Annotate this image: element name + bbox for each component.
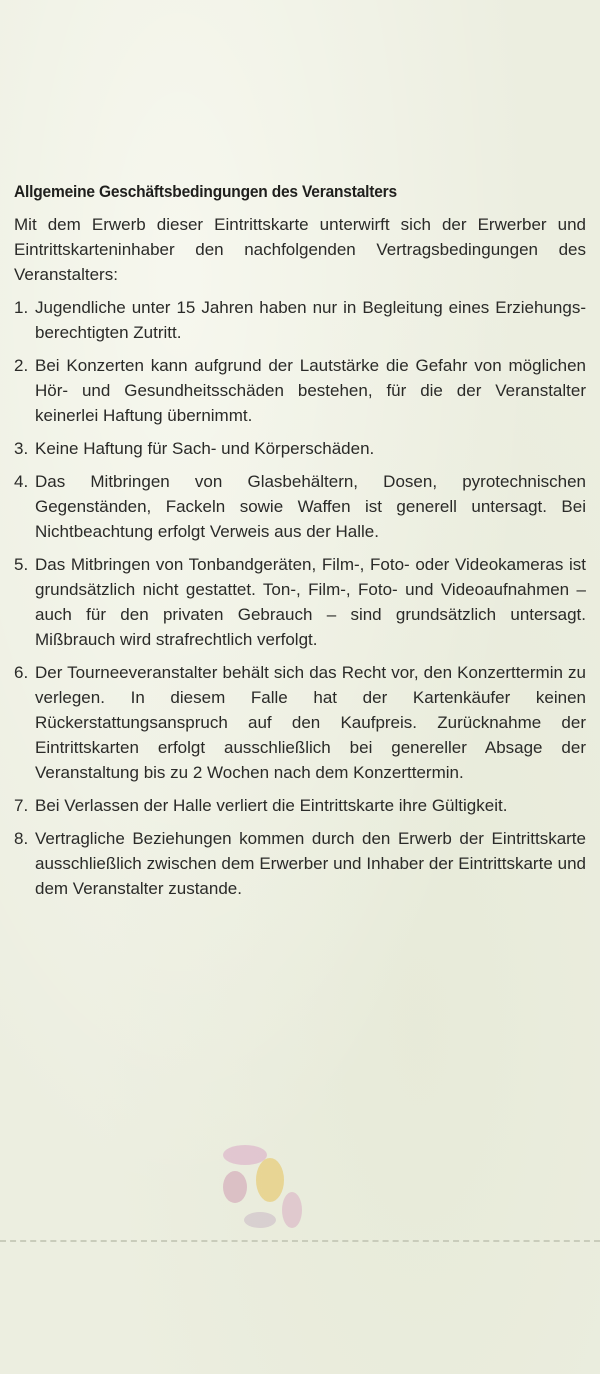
term-item xyxy=(14,436,586,461)
terms-list xyxy=(14,295,586,901)
term-number: 4. xyxy=(14,472,29,491)
term-item xyxy=(14,469,586,544)
term-number: 2. xyxy=(14,356,29,375)
term-number: 3. xyxy=(14,439,29,458)
term-text: Jugendliche unter 15 Jahren haben nur in Begleitung eines Erziehungs-berechtigten Zutritt. xyxy=(35,298,586,342)
term-number: 1. xyxy=(14,298,29,317)
term-item xyxy=(14,660,586,785)
term-item xyxy=(14,353,586,428)
term-item xyxy=(14,793,586,818)
terms-section xyxy=(14,183,586,909)
term-text: Bei Konzerten kann aufgrund der Lautstärke die Gefahr von möglichen Hör- und Gesundheitsschäden bestehen, für die der Veranstalter keinerlei Haftung übernimmt. xyxy=(35,356,586,425)
term-text: Das Mitbringen von Tonbandgeräten, Film-, Foto- oder Videokameras ist grundsätzlich nicht gestattet. Ton-, Film-, Foto- und Videoaufnahmen – auch für den privaten Gebrauch – sind grundsätzlich untersagt. Mißbrauch wird strafrechtlich verfolgt. xyxy=(35,555,586,649)
terms-heading: Allgemeine Geschäftsbedingungen des Veranstalters xyxy=(14,183,397,201)
term-text: Keine Haftung für Sach- und Körperschäden. xyxy=(35,439,375,458)
perforation-line xyxy=(0,1240,600,1242)
term-text: Bei Verlassen der Halle verliert die Eintrittskarte ihre Gültigkeit. xyxy=(35,796,508,815)
term-text: Das Mitbringen von Glasbehältern, Dosen, pyrotechnischen Gegenständen, Fackeln sowie Waffen ist generell untersagt. Bei Nichtbeachtung erfolgt Verweis aus der Halle. xyxy=(35,472,586,541)
term-number: 7. xyxy=(14,796,29,815)
term-number: 8. xyxy=(14,829,29,848)
term-item xyxy=(14,826,586,901)
term-number: 5. xyxy=(14,555,29,574)
terms-intro: Mit dem Erwerb dieser Eintrittskarte unterwirft sich der Erwerber und Eintrittskarteninhaber den nachfolgenden Vertragsbedingungen des Veranstalters: xyxy=(14,215,586,284)
term-item xyxy=(14,552,586,652)
term-text: Vertragliche Beziehungen kommen durch den Erwerb der Eintrittskarte ausschließlich zwischen dem Erwerber und Inhaber der Eintrittskarte und dem Veranstalter zustande. xyxy=(35,829,586,898)
hologram-smudge xyxy=(200,1125,330,1240)
term-number: 6. xyxy=(14,663,29,682)
term-item xyxy=(14,295,586,345)
term-text: Der Tourneeveranstalter behält sich das Recht vor, den Konzerttermin zu verlegen. In diesem Falle hat der Kartenkäufer keinen Rückerstattungsanspruch auf den Kaufpreis. Zurücknahme der Eintrittskarten erfolgt ausschließlich bei genereller Absage der Veranstaltung bis zu 2 Wochen nach dem Konzerttermin. xyxy=(35,663,586,782)
